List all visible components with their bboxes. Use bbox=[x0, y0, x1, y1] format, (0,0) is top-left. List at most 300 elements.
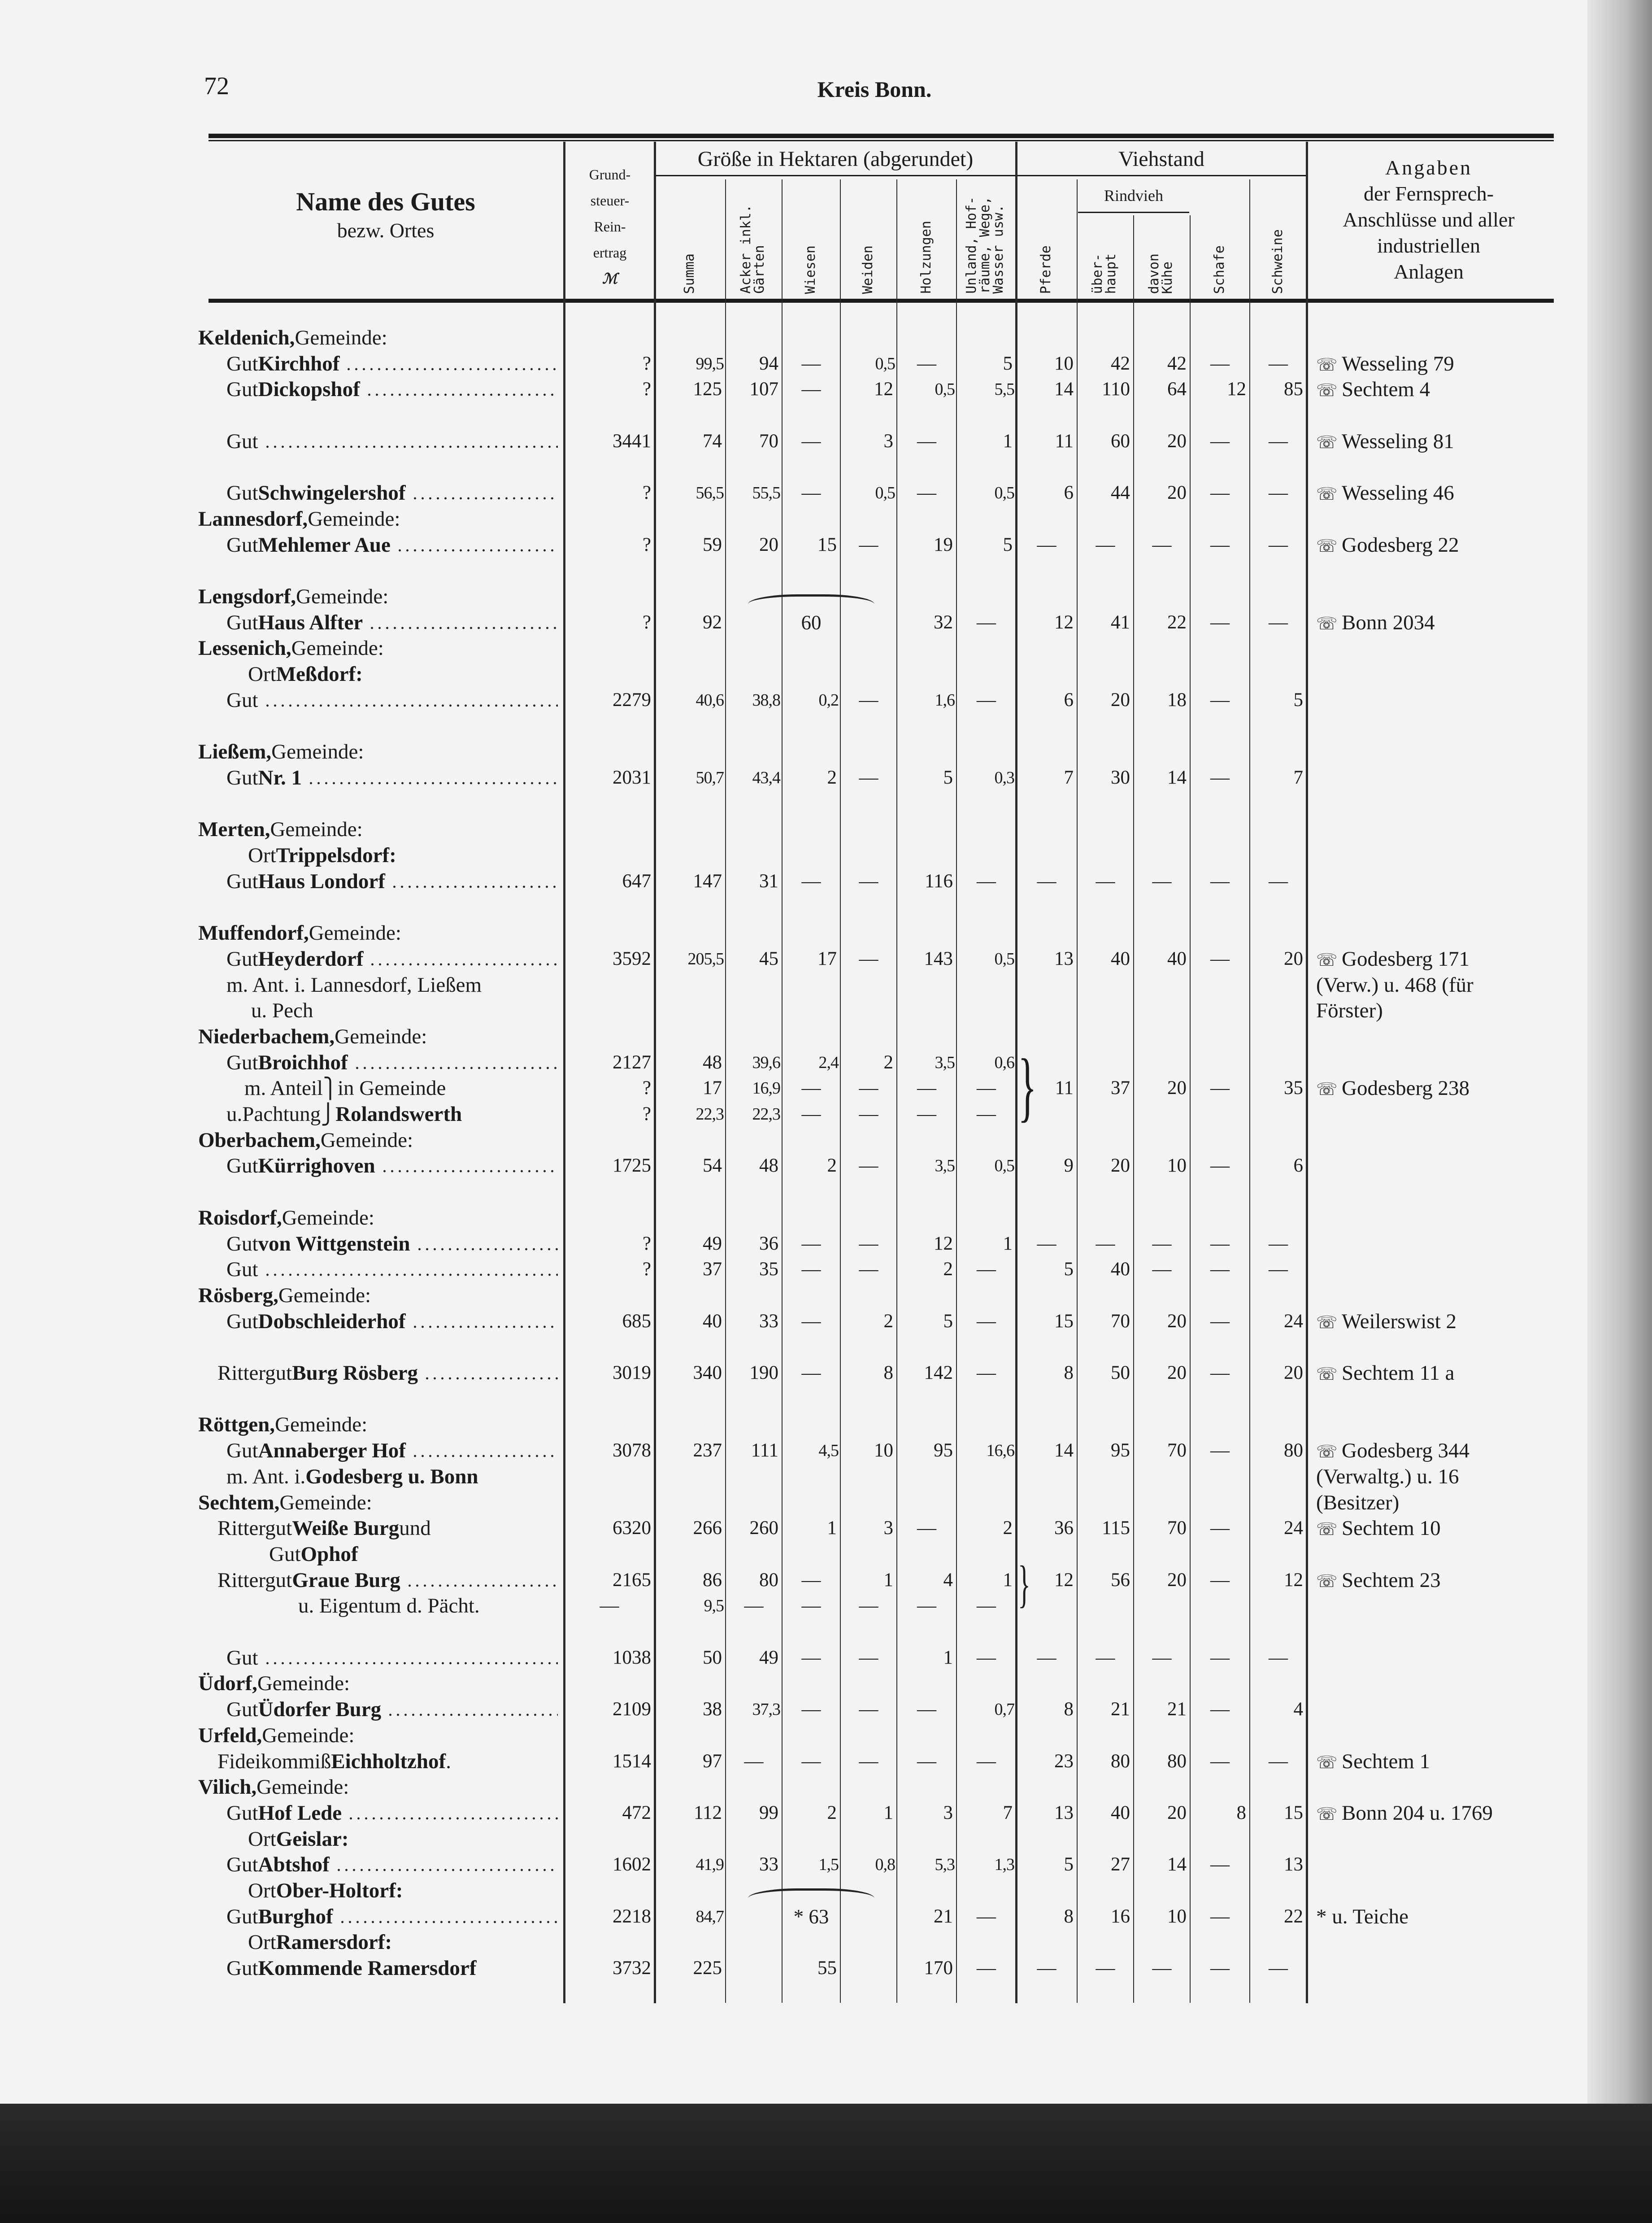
telephone-entry bbox=[1316, 1800, 1493, 1827]
estate-name bbox=[226, 1852, 558, 1878]
table-row bbox=[0, 1153, 1652, 1179]
column-header-label: Summa bbox=[682, 253, 697, 294]
telephone-icon: ☏ bbox=[1316, 614, 1342, 633]
name-prefix: Gut bbox=[226, 481, 258, 505]
value-cell: — bbox=[1152, 1957, 1172, 1979]
estate-name bbox=[226, 351, 558, 377]
value-cell: 0,5 bbox=[994, 1156, 1014, 1176]
header-viehstand: Viehstand bbox=[1118, 147, 1204, 171]
group-brace: } bbox=[1018, 1042, 1037, 1129]
table-row bbox=[0, 1541, 1652, 1567]
telephone-icon: ☏ bbox=[1316, 1753, 1342, 1772]
value-cell: ? bbox=[642, 1259, 651, 1280]
name-suffix: Gemeinde: bbox=[309, 921, 401, 945]
value-cell: — bbox=[1152, 1259, 1172, 1280]
value-cell: 2031 bbox=[613, 767, 651, 788]
value-cell: 0,3 bbox=[994, 768, 1014, 787]
value-cell: ? bbox=[642, 1077, 651, 1099]
name-prefix: Gut bbox=[226, 1258, 258, 1281]
telephone-icon: ☏ bbox=[1316, 485, 1342, 504]
value-cell: — bbox=[1210, 611, 1230, 633]
value-cell: — bbox=[859, 1233, 878, 1254]
value-cell: 15 bbox=[817, 534, 837, 555]
name-suffix: Gemeinde: bbox=[256, 1775, 349, 1799]
dot-leader bbox=[264, 1273, 558, 1276]
value-cell: 50 bbox=[1111, 1362, 1130, 1383]
value-cell: 97 bbox=[703, 1750, 722, 1772]
name-suffix: in Gemeinde bbox=[337, 1077, 446, 1100]
value-cell: 55,5 bbox=[752, 484, 780, 503]
table-row bbox=[0, 1050, 1652, 1076]
telephone-entry bbox=[1316, 998, 1383, 1024]
value-cell: 16,9 bbox=[752, 1079, 780, 1098]
value-cell: 2 bbox=[827, 767, 837, 788]
name-bold: Urfeld, bbox=[198, 1723, 262, 1747]
value-cell: 1 bbox=[1003, 430, 1013, 452]
value-cell: 70 bbox=[1111, 1310, 1130, 1332]
value-cell: 0,5 bbox=[875, 354, 895, 373]
name-bold: Merten, bbox=[198, 818, 270, 841]
value-cell: 13 bbox=[1284, 1854, 1303, 1875]
value-cell: 5 bbox=[1064, 1259, 1074, 1280]
table-row bbox=[0, 1748, 1652, 1774]
telephone-text: Bonn 204 u. 1769 bbox=[1342, 1801, 1493, 1825]
estate-name bbox=[198, 506, 400, 532]
value-cell: — bbox=[1210, 1362, 1230, 1383]
value-cell: — bbox=[1037, 1957, 1056, 1979]
telephone-entry bbox=[1316, 1490, 1399, 1516]
table-row bbox=[0, 376, 1652, 402]
table-row bbox=[0, 1101, 1652, 1127]
value-cell: 1038 bbox=[613, 1647, 651, 1668]
value-cell: — bbox=[1269, 353, 1288, 374]
dot-leader bbox=[396, 549, 558, 552]
name-bold: Sechtem, bbox=[198, 1491, 280, 1514]
name-bold: Haus Alfter bbox=[258, 610, 363, 634]
value-cell: — bbox=[977, 1750, 996, 1772]
value-cell: — bbox=[1210, 689, 1230, 710]
value-cell: 9,5 bbox=[704, 1596, 724, 1616]
value-cell: — bbox=[1210, 534, 1230, 555]
value-cell: — bbox=[1210, 353, 1230, 374]
estate-name bbox=[226, 1800, 558, 1826]
estate-name bbox=[248, 1878, 403, 1904]
telephone-text: Godesberg 238 bbox=[1342, 1077, 1470, 1100]
table-row bbox=[0, 1515, 1652, 1541]
value-cell: 5 bbox=[1003, 534, 1013, 555]
value-cell: 21 bbox=[1167, 1699, 1187, 1720]
value-cell: ? bbox=[642, 379, 651, 400]
estate-name bbox=[226, 972, 482, 998]
estate-name bbox=[198, 1670, 350, 1696]
angaben-line: Anlagen bbox=[1394, 260, 1464, 283]
value-cell: 3732 bbox=[613, 1957, 651, 1979]
name-bold: Ramersdorf: bbox=[276, 1931, 392, 1954]
dot-leader bbox=[353, 1067, 558, 1069]
name-bold: Meßdorf: bbox=[276, 663, 363, 686]
telephone-icon: ☏ bbox=[1316, 1365, 1342, 1384]
estate-name bbox=[226, 946, 558, 972]
value-cell: 0,5 bbox=[875, 484, 895, 503]
estate-name bbox=[226, 610, 558, 636]
estate-name bbox=[198, 584, 388, 610]
value-cell: — bbox=[917, 482, 936, 504]
value-cell: 20 bbox=[1284, 1362, 1303, 1383]
value-cell: 237 bbox=[693, 1440, 722, 1461]
table-row bbox=[0, 1567, 1652, 1593]
table-row bbox=[0, 842, 1652, 868]
value-cell: 20 bbox=[1167, 1310, 1187, 1332]
estate-name bbox=[226, 428, 558, 454]
telephone-text: Godesberg 22 bbox=[1342, 533, 1459, 557]
telephone-text: Sechtem 1 bbox=[1342, 1749, 1430, 1773]
value-cell: 1 bbox=[943, 1647, 953, 1668]
value-cell: — bbox=[1210, 1155, 1230, 1177]
scan-right-shadow bbox=[1587, 0, 1652, 2104]
value-cell: ? bbox=[642, 482, 651, 504]
estate-name bbox=[226, 1904, 558, 1930]
table-row bbox=[0, 1774, 1652, 1800]
name-suffix: . bbox=[446, 1749, 451, 1773]
value-cell: 35 bbox=[1284, 1077, 1303, 1099]
dot-leader bbox=[347, 1817, 558, 1820]
name-prefix: Gut bbox=[226, 352, 258, 375]
table-row bbox=[0, 739, 1652, 765]
estate-name bbox=[248, 842, 396, 868]
value-cell: 70 bbox=[759, 430, 778, 452]
value-cell: 3 bbox=[883, 430, 893, 452]
name-suffix: Gemeinde: bbox=[275, 1413, 368, 1437]
telephone-entry bbox=[1316, 532, 1459, 559]
name-bold: Üdorfer Burg bbox=[258, 1698, 382, 1722]
value-cell: 18 bbox=[1167, 689, 1187, 710]
name-bold: Röttgen, bbox=[198, 1413, 275, 1437]
value-cell: — bbox=[1210, 767, 1230, 788]
estate-name bbox=[226, 687, 558, 713]
value-cell: 2127 bbox=[613, 1051, 651, 1073]
name-prefix: Ort bbox=[248, 844, 276, 867]
name-suffix: Gemeinde: bbox=[335, 1024, 427, 1048]
estate-name bbox=[226, 1101, 462, 1128]
value-cell: 22 bbox=[1167, 611, 1187, 633]
value-cell: 10 bbox=[1167, 1905, 1187, 1927]
value-cell: 260 bbox=[749, 1517, 778, 1539]
column-header-label: Holzungen bbox=[918, 221, 934, 294]
value-cell: — bbox=[801, 1233, 821, 1254]
value-cell: 15 bbox=[1054, 1310, 1074, 1332]
name-bold: Dobschleiderhof bbox=[258, 1309, 406, 1333]
value-cell: 19 bbox=[934, 534, 953, 555]
currency-mark: ℳ bbox=[602, 270, 618, 287]
dot-leader bbox=[264, 445, 558, 448]
value-cell: 2 bbox=[1003, 1517, 1013, 1539]
value-cell: 5 bbox=[943, 767, 953, 788]
value-cell: — bbox=[859, 1155, 878, 1177]
value-cell: 16 bbox=[1111, 1905, 1130, 1927]
telephone-text: Wesseling 79 bbox=[1342, 352, 1454, 375]
value-cell: — bbox=[977, 1957, 996, 1979]
value-cell: — bbox=[801, 430, 821, 452]
value-cell: — bbox=[859, 689, 878, 710]
name-bold: Oberbachem, bbox=[198, 1128, 321, 1152]
value-cell: 6 bbox=[1064, 689, 1074, 710]
value-cell: 22,3 bbox=[752, 1105, 780, 1124]
table-row bbox=[0, 972, 1652, 998]
estate-name bbox=[198, 816, 363, 842]
table-row bbox=[0, 1800, 1652, 1826]
value-cell: 22 bbox=[1284, 1905, 1303, 1927]
name-bold: Mehlemer Aue bbox=[258, 533, 391, 557]
estate-name bbox=[198, 1282, 371, 1308]
telephone-entry bbox=[1316, 610, 1435, 637]
value-cell: 84,7 bbox=[696, 1907, 724, 1926]
value-cell: 1 bbox=[1003, 1569, 1013, 1591]
value-cell: — bbox=[801, 1750, 821, 1772]
estate-name bbox=[198, 325, 387, 351]
estate-name bbox=[217, 1360, 558, 1386]
value-cell: — bbox=[977, 1647, 996, 1668]
value-cell: — bbox=[801, 482, 821, 504]
value-cell: — bbox=[977, 611, 996, 633]
value-cell: 1,3 bbox=[994, 1855, 1014, 1874]
telephone-entry bbox=[1316, 1748, 1430, 1776]
value-cell: 8 bbox=[1064, 1699, 1074, 1720]
value-cell: — bbox=[801, 1077, 821, 1099]
value-cell: 32 bbox=[934, 611, 953, 633]
value-cell: 86 bbox=[703, 1569, 722, 1591]
value-cell: 21 bbox=[1111, 1699, 1130, 1720]
telephone-text: Godesberg 344 bbox=[1342, 1439, 1470, 1463]
dot-leader bbox=[339, 1921, 558, 1923]
value-cell: 40 bbox=[1111, 1259, 1130, 1280]
value-cell: 37 bbox=[703, 1259, 722, 1280]
table-row bbox=[0, 1024, 1652, 1050]
value-cell: 1,6 bbox=[935, 690, 955, 710]
value-cell: 20 bbox=[1167, 482, 1187, 504]
value-cell: 1,5 bbox=[818, 1855, 839, 1874]
name-suffix: Gemeinde: bbox=[295, 326, 387, 349]
value-cell: 95 bbox=[1111, 1440, 1130, 1461]
value-cell: — bbox=[1096, 534, 1115, 555]
telephone-icon: ☏ bbox=[1316, 381, 1342, 401]
name-prefix: Gut bbox=[226, 1801, 258, 1825]
grund-line: ertrag bbox=[593, 244, 627, 261]
value-cell: 44 bbox=[1111, 482, 1130, 504]
dot-leader bbox=[307, 782, 558, 785]
name-suffix: Gemeinde: bbox=[282, 1206, 374, 1229]
value-cell: 2 bbox=[827, 1155, 837, 1177]
value-cell: — bbox=[977, 689, 996, 710]
value-cell: 70 bbox=[1167, 1440, 1187, 1461]
value-cell: 20 bbox=[1111, 1155, 1130, 1177]
value-cell: 2 bbox=[943, 1259, 953, 1280]
value-cell: — bbox=[801, 1595, 821, 1617]
name-bold: Abtshof bbox=[258, 1853, 330, 1877]
value-cell: 99 bbox=[759, 1802, 778, 1823]
value-cell: 16,6 bbox=[986, 1441, 1014, 1460]
table-row bbox=[0, 1722, 1652, 1748]
table-row bbox=[0, 1282, 1652, 1308]
name-bold: Lannesdorf, bbox=[198, 507, 308, 531]
telephone-icon: ☏ bbox=[1316, 1520, 1342, 1539]
value-cell: — bbox=[1210, 430, 1230, 452]
telephone-text: Sechtem 23 bbox=[1342, 1568, 1441, 1592]
value-cell: 40,6 bbox=[696, 690, 724, 710]
name-bold: Burghof bbox=[258, 1905, 333, 1928]
name-suffix: Gemeinde: bbox=[262, 1723, 355, 1747]
telephone-text: Sechtem 10 bbox=[1342, 1517, 1441, 1540]
value-cell: 3441 bbox=[613, 430, 651, 452]
value-cell: — bbox=[1152, 1233, 1172, 1254]
value-cell: 41,9 bbox=[696, 1855, 724, 1874]
value-cell: 42 bbox=[1167, 353, 1187, 374]
name-prefix: Gut bbox=[226, 1154, 258, 1178]
value-cell: 17 bbox=[703, 1077, 722, 1099]
table-row bbox=[0, 1127, 1652, 1153]
table-row bbox=[0, 532, 1652, 558]
estate-name bbox=[198, 1127, 413, 1153]
name-prefix: Gut bbox=[226, 533, 258, 557]
value-cell: 3592 bbox=[613, 948, 651, 969]
running-title: Kreis Bonn. bbox=[817, 77, 932, 102]
name-bold: Üdorf, bbox=[198, 1672, 257, 1696]
table-row bbox=[0, 635, 1652, 661]
name-prefix: Gut bbox=[226, 1309, 258, 1333]
angaben-line: der Fernsprech- bbox=[1364, 182, 1494, 205]
angaben-line: Angaben bbox=[1385, 156, 1473, 179]
value-cell: 116 bbox=[925, 870, 953, 892]
dot-leader bbox=[335, 1869, 558, 1871]
table-row bbox=[0, 946, 1652, 972]
telephone-entry bbox=[1316, 1515, 1441, 1543]
value-cell: — bbox=[1152, 534, 1172, 555]
telephone-entry bbox=[1316, 1567, 1441, 1595]
table-row bbox=[0, 1696, 1652, 1722]
name-suffix: Gemeinde: bbox=[271, 740, 364, 764]
telephone-icon: ☏ bbox=[1316, 536, 1342, 556]
value-cell: — bbox=[1210, 948, 1230, 969]
value-cell: 225 bbox=[693, 1957, 722, 1979]
telephone-entry bbox=[1316, 1904, 1409, 1930]
estate-name bbox=[198, 635, 384, 661]
value-cell: — bbox=[859, 1259, 878, 1280]
value-cell: 20 bbox=[1167, 430, 1187, 452]
value-cell: 8 bbox=[1064, 1905, 1074, 1927]
page-number: 72 bbox=[204, 72, 229, 100]
horizontal-rule bbox=[1078, 212, 1189, 213]
table-row bbox=[0, 998, 1652, 1024]
table-row bbox=[0, 480, 1652, 506]
dot-leader bbox=[387, 1713, 558, 1716]
value-cell: 0,5 bbox=[935, 380, 955, 399]
value-cell: — bbox=[1210, 482, 1230, 504]
value-cell: — bbox=[1269, 1647, 1288, 1668]
value-cell: 1 bbox=[883, 1569, 893, 1591]
telephone-entry bbox=[1316, 1438, 1469, 1465]
name-prefix: u. Eigentum d. Pächt. bbox=[298, 1594, 480, 1618]
bracket: ⎭ bbox=[321, 1103, 336, 1125]
name-bold: Weiße Burg bbox=[292, 1517, 400, 1540]
name-prefix: Ort bbox=[248, 663, 276, 686]
value-cell: — bbox=[801, 1310, 821, 1332]
value-cell: 3 bbox=[883, 1517, 893, 1539]
value-cell: 37,3 bbox=[752, 1700, 780, 1719]
name-bold: Keldenich, bbox=[198, 326, 295, 349]
value-cell: 1725 bbox=[613, 1155, 651, 1177]
value-cell: — bbox=[1210, 1957, 1230, 1979]
value-cell: 12 bbox=[1227, 379, 1246, 400]
value-cell: 2 bbox=[827, 1802, 837, 1823]
horizontal-rule bbox=[656, 175, 1015, 176]
value-cell: ? bbox=[642, 1103, 651, 1125]
name-bold: Dickopshof bbox=[258, 378, 360, 401]
value-cell: 6 bbox=[1064, 482, 1074, 504]
value-cell: 4 bbox=[1293, 1699, 1303, 1720]
value-cell: 14 bbox=[1054, 1440, 1074, 1461]
estate-name bbox=[244, 1075, 446, 1102]
value-cell: — bbox=[1096, 1957, 1115, 1979]
value-cell: 111 bbox=[751, 1440, 778, 1461]
value-cell: 3,5 bbox=[935, 1156, 955, 1176]
value-cell: 20 bbox=[759, 534, 778, 555]
telephone-text: Bonn 2034 bbox=[1342, 610, 1435, 634]
value-cell: 45 bbox=[759, 948, 778, 969]
value-cell: 14 bbox=[1054, 379, 1074, 400]
name-bold: Ophof bbox=[300, 1542, 358, 1566]
grund-line: steuer- bbox=[590, 192, 630, 209]
estate-name bbox=[226, 480, 558, 506]
value-cell: 10 bbox=[1167, 1155, 1187, 1177]
horizontal-rule bbox=[209, 134, 1554, 138]
value-cell: 17 bbox=[817, 948, 837, 969]
value-cell: 12 bbox=[934, 1233, 953, 1254]
value-cell: ? bbox=[642, 1233, 651, 1254]
value-cell: 6 bbox=[1293, 1155, 1303, 1177]
name-suffix: Gemeinde: bbox=[270, 818, 363, 841]
value-cell: 1602 bbox=[613, 1854, 651, 1875]
value-cell: — bbox=[917, 1077, 936, 1099]
value-cell: — bbox=[1269, 430, 1288, 452]
table-row bbox=[0, 765, 1652, 791]
value-cell: ? bbox=[642, 353, 651, 374]
name-bold: Heyderdorf bbox=[258, 947, 364, 971]
estate-name bbox=[226, 868, 558, 894]
column-header-label: davon Kühe bbox=[1146, 253, 1175, 294]
name-prefix: Ort bbox=[248, 1827, 276, 1851]
dot-leader bbox=[411, 1455, 558, 1457]
value-cell: — bbox=[1269, 534, 1288, 555]
name-prefix: Fideikommiß bbox=[217, 1749, 331, 1773]
telephone-text: (Verwaltg.) u. 16 bbox=[1316, 1465, 1459, 1488]
value-cell: 40 bbox=[703, 1310, 722, 1332]
value-cell: — bbox=[977, 1259, 996, 1280]
value-cell: 39,6 bbox=[752, 1053, 780, 1072]
value-cell: — bbox=[977, 1595, 996, 1617]
name-prefix: Gut bbox=[226, 1646, 258, 1669]
value-cell: 95 bbox=[934, 1440, 953, 1461]
estate-name bbox=[217, 1567, 558, 1593]
grund-line: Rein- bbox=[594, 218, 626, 235]
name-prefix: Gut bbox=[226, 378, 258, 401]
estate-name bbox=[248, 1929, 392, 1955]
table-row bbox=[0, 1205, 1652, 1231]
value-cell: 31 bbox=[759, 870, 778, 892]
estate-name bbox=[226, 1645, 558, 1671]
horizontal-rule bbox=[1017, 175, 1307, 176]
value-cell: — bbox=[859, 1103, 878, 1125]
value-cell: — bbox=[1210, 1259, 1230, 1280]
telephone-icon: ☏ bbox=[1316, 950, 1342, 970]
